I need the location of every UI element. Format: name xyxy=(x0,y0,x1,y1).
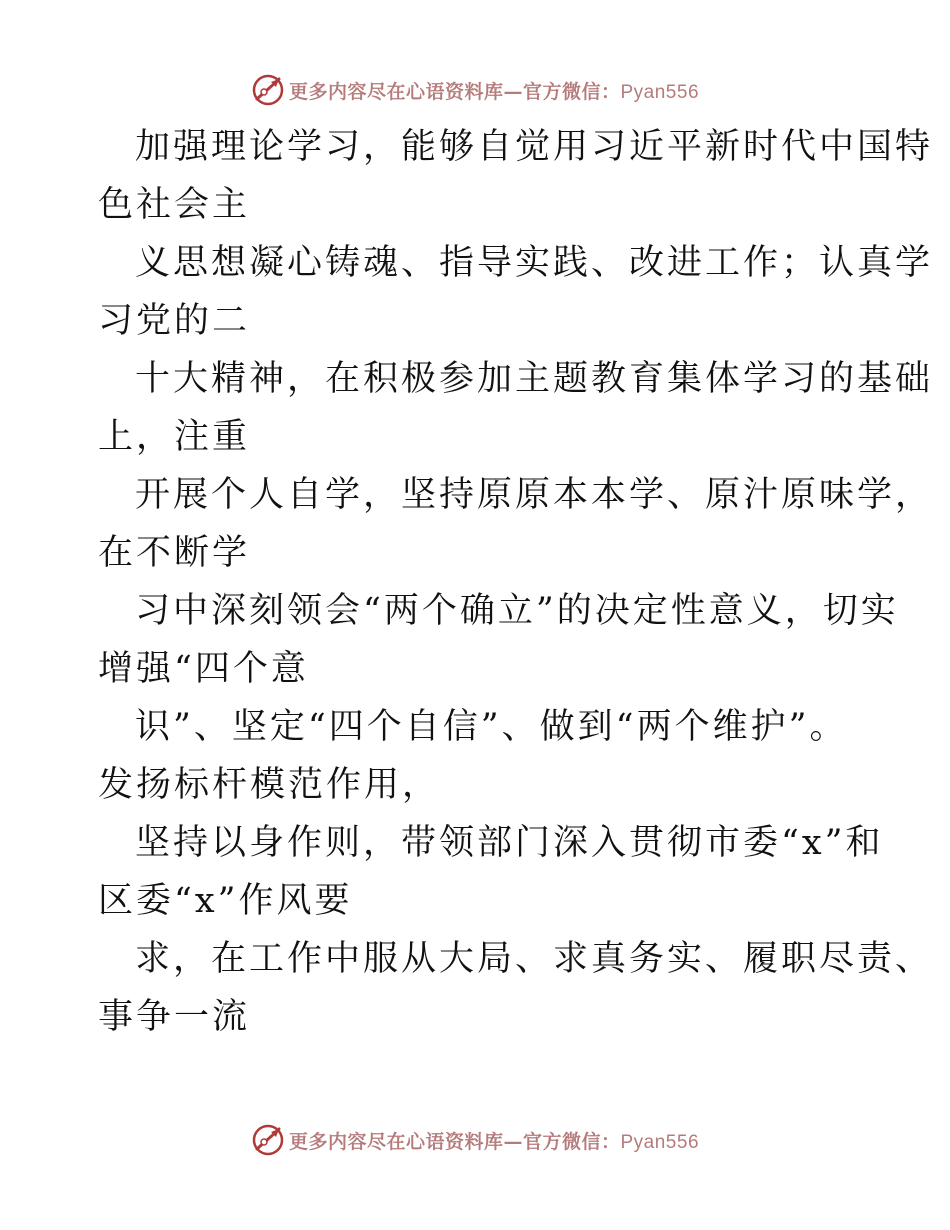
footer-banner-wechat-id: Pyan556 xyxy=(620,1131,700,1153)
footer-watermark-banner xyxy=(0,1120,950,1160)
paragraph-line: 上，注重 xyxy=(98,417,251,457)
paragraph-line: 增强“四个意 xyxy=(98,649,309,689)
paragraph-line: 习中深刻领会“两个确立”的决定性意义，切实 xyxy=(135,591,899,631)
paragraph-line: 区委“x”作风要 xyxy=(98,881,353,921)
paragraph-line: 开展个人自学，坚持原原本本学、原汁原味学， xyxy=(135,475,934,515)
footer-banner-text: 更多内容尽在心语资料库—官方微信： xyxy=(288,1130,621,1153)
paragraph-line: 在不断学 xyxy=(98,533,251,573)
paragraph-line: 坚持以身作则，带领部门深入贯彻市委“x”和 xyxy=(135,823,884,863)
header-watermark-banner xyxy=(0,70,950,110)
header-banner-text: 更多内容尽在心语资料库—官方微信： xyxy=(288,80,621,103)
paragraph-line: 识”、坚定“四个自信”、做到“两个维护”。 xyxy=(135,707,848,747)
pen-logo-icon xyxy=(251,73,285,107)
pen-logo-icon xyxy=(251,1123,285,1157)
paragraph-line: 加强理论学习，能够自觉用习近平新时代中国特 xyxy=(135,127,934,167)
paragraph-line: 习党的二 xyxy=(98,301,251,341)
header-banner-wechat-id: Pyan556 xyxy=(620,81,700,103)
paragraph-line: 十大精神，在积极参加主题教育集体学习的基础 xyxy=(135,359,934,399)
paragraph-line: 发扬标杆模范作用， xyxy=(98,765,441,805)
paragraph-line: 色社会主 xyxy=(98,185,251,225)
paragraph-line: 义思想凝心铸魂、指导实践、改进工作；认真学 xyxy=(135,243,934,283)
paragraph-line: 求，在工作中服从大局、求真务实、履职尽责、 xyxy=(135,939,934,979)
paragraph-line: 事争一流 xyxy=(98,997,251,1037)
